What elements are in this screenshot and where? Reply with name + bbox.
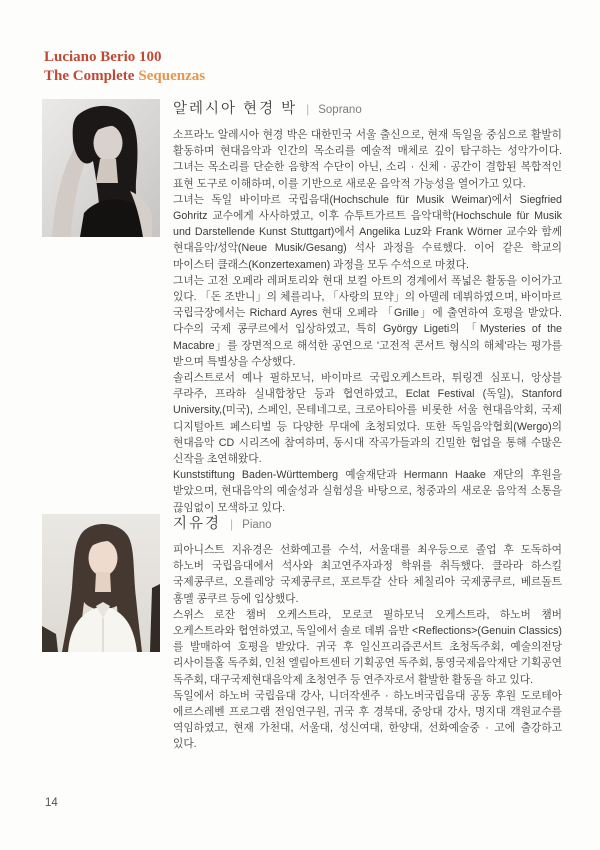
soprano-paragraph-4: 솔리스트로서 예나 필하모닉, 바이마르 국립오케스트라, 튀링겐 심포니, 앙상블 쿠라주, 프라하 실내합창단 등과 협연하였고, Eclat Festival (독일), Stanford University,(미국), 스페인, 몬테네그로, 크로아티아를 비롯한 서울 현대음악회, 국제 디지털아트 페스티벌 등 다양한 무대에 초청되었다. 또한 독일음악협회(Wergo)의 현대음악 CD 시리즈에 참여하며, 동시대 작곡가들과의 긴밀한 협업을 통해 수많은 신작을 초연해왔다. — [173, 372, 562, 466]
soprano-portrait-illustration — [42, 99, 160, 237]
soprano-paragraph-2: 그녀는 독일 바이마르 국립음대(Hochschule für Musik Weimar)에서 Siegfried Gohritz 교수에게 사사하였고, 이후 슈투트가르트 음악대학(Hochschule für Musik und Darstellende Kunst Stuttgart)에서 Angelika Luz와 Frank Wörner 교수와 함께 현대음악/성악(Neue Musik/Gesang) 석사 과정을 수료했다. 이어 같은 학교의 마이스터 클래스(Konzertexamen) 과정을 모두 수석으로 마쳤다. — [173, 193, 562, 271]
soprano-role: Soprano — [318, 104, 362, 116]
pianist-portrait-photo — [42, 514, 160, 652]
name-role-divider: | — [230, 517, 234, 531]
pianist-name: 지유경 — [173, 516, 222, 532]
soprano-name: 알레시아 현경 박 — [173, 101, 298, 117]
title-line2 — [44, 67, 205, 86]
soprano-bio-header — [173, 97, 562, 118]
artist-section-soprano — [42, 99, 562, 516]
title-line2-main: The Complete — [44, 68, 135, 84]
pianist-portrait-illustration — [42, 514, 160, 652]
pianist-paragraph-1: 피아니스트 지유경은 선화예고를 수석, 서울대를 최우등으로 졸업 후 도독하여 하노버 국립음대에서 석사와 최고연주자과정 학위를 취득했다. 클라라 하스킬 국제콩쿠르, 오를레앙 국제콩쿠르, 포르투갈 산타 체칠리아 국제콩쿠르, 베르돌트 훔멜 콩쿠르 등에 입상했다. — [173, 544, 562, 605]
page-title — [44, 48, 205, 86]
artist-section-piano — [42, 514, 562, 753]
page-number: 14 — [45, 797, 58, 809]
soprano-portrait-photo — [42, 99, 160, 237]
pianist-role: Piano — [242, 519, 272, 531]
soprano-bio-text — [173, 127, 562, 516]
title-line1: Luciano Berio 100 — [44, 49, 162, 65]
pianist-paragraph-3: 독일에서 하노버 국립음대 강사, 니더작센주 · 하노버국립음대 공동 후원 도로테아 에르스레벤 프로그램 전임연구원, 귀국 후 경북대, 중앙대 강사, 명지대 객원교수를 역임하였고, 현재 가천대, 서울대, 성신여대, 한양대, 선화예술중 · 고에 출강하고 있다. — [173, 689, 562, 751]
soprano-paragraph-3: 그녀는 고전 오페라 레퍼토리와 현대 보컬 아트의 경계에서 폭넓은 활동을 이어가고 있다. 「돈 조반니」의 체를리나, 「사랑의 묘약」의 아델레 데뷔하였으며, 바이마르 국립극장에서는 Richard Ayres 현대 오페라 「Grille」에 출연하여 호평을 받았다. 다수의 국제 콩쿠르에서 입상하였고, 특히 György Ligeti의 「Mysteries of the Macabre」를 장면적으로 해석한 공연으로 '고전적 콘서트 형식의 해체'라는 평가를 받으며 특별상을 수상했다. — [173, 274, 562, 368]
name-role-divider: | — [306, 102, 310, 116]
soprano-paragraph-5: Kunststiftung Baden-Württemberg 예술재단과 Hermann Haake 재단의 후원을 받았으며, 현대음악의 예술성과 실험성을 바탕으로, 청중과의 새로운 음악적 소통을 끊임없이 모색하고 있다. — [173, 469, 562, 514]
title-line2-accent: Sequenzas — [138, 68, 206, 84]
soprano-paragraph-1: 소프라노 알레시아 현경 박은 대한민국 서울 출신으로, 현재 독일을 중심으로 활발히 활동하며 현대음악과 인간의 목소리를 예술적 매체로 깊이 탐구하는 성악가이다. 그녀는 목소리를 단순한 음향적 수단이 아닌, 소리 · 신체 · 공간이 결합된 복합적인 표현 도구로 이해하며, 이를 기반으로 새로운 음악적 가능성을 열어가고 있다. — [173, 129, 562, 190]
soprano-bio-column — [173, 99, 562, 516]
pianist-paragraph-2: 스위스 로잔 챔버 오케스트라, 모로코 필하모닉 오케스트라, 하노버 챔버 오케스트라와 협연하였고, 독일에서 솔로 데뷔 음반 <Reflections>(Genuin Classics)를 발매하여 호평을 받았다. 귀국 후 일신프리즘콘서트 초청독주회, 예술의전당 리사이틀홀 독주회, 인천 엘림아트센터 기획공연 독주회, 통영국제음악재단 기획공연 독주회, 대구국제현대음악제 초청연주 등 연주자로서 활발한 활동을 하고 있다. — [173, 608, 562, 686]
pianist-bio-column — [173, 514, 562, 753]
pianist-bio-header — [173, 512, 562, 533]
pianist-bio-text — [173, 542, 562, 753]
